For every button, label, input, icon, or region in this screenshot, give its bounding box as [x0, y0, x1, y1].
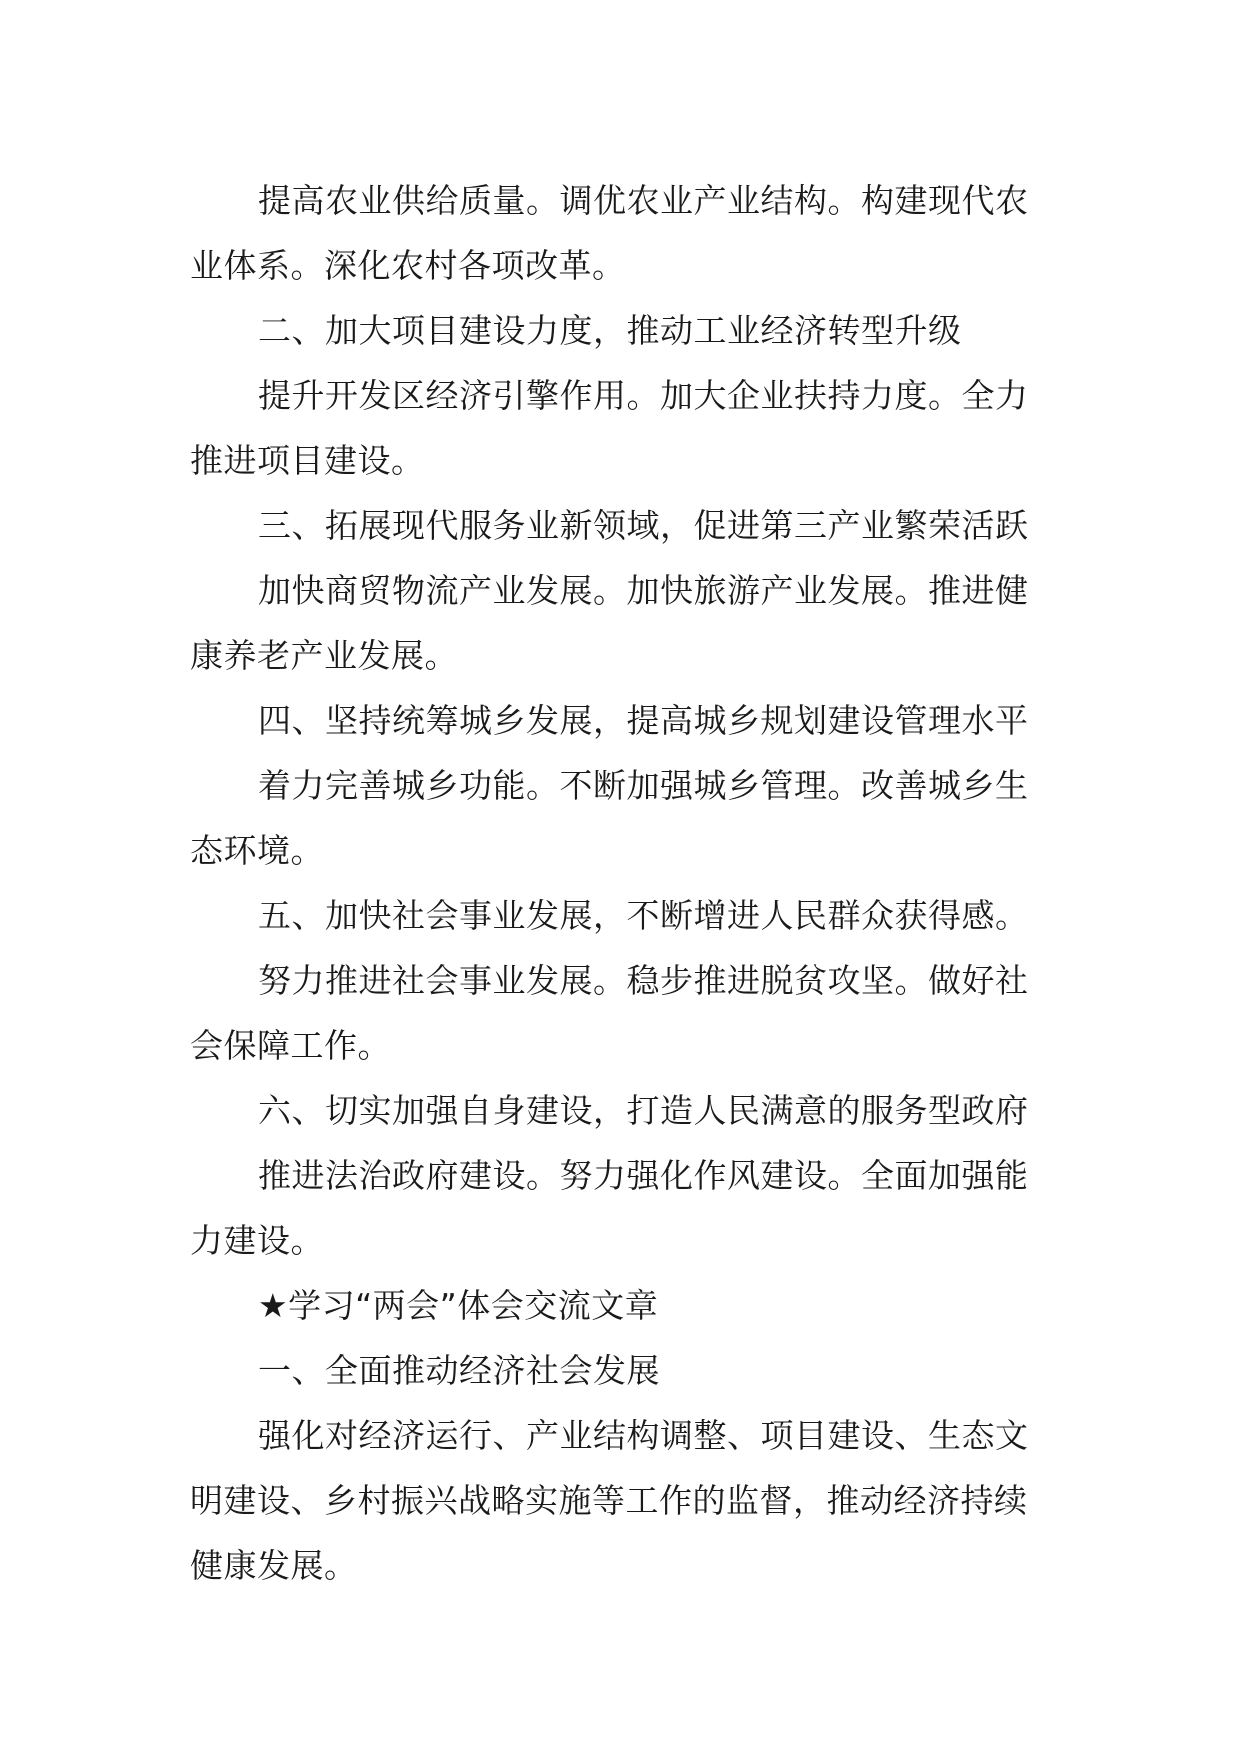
para-services-measures: 加快商贸物流产业发展。加快旅游产业发展。推进健康养老产业发展。	[190, 571, 1029, 675]
para-agriculture-measures: 提高农业供给质量。调优农业产业结构。构建现代农业体系。深化农村各项改革。	[190, 181, 1029, 285]
para-industry-measures: 提升开发区经济引擎作用。加大企业扶持力度。全力推进项目建设。	[190, 376, 1029, 480]
para-social-measures: 努力推进社会事业发展。稳步推进脱贫攻坚。做好社会保障工作。	[190, 961, 1029, 1065]
para-government-measures: 推进法治政府建设。努力强化作风建设。全面加强能力建设。	[190, 1156, 1029, 1260]
heading-section-3: 三、拓展现代服务业新领域，促进第三产业繁荣活跃	[258, 506, 1029, 545]
article-title: ★学习“两会”体会交流文章	[258, 1286, 659, 1325]
heading-part-1: 一、全面推动经济社会发展	[258, 1351, 660, 1390]
para-urban-rural-measures: 着力完善城乡功能。不断加强城乡管理。改善城乡生态环境。	[190, 766, 1029, 870]
heading-section-2: 二、加大项目建设力度，推动工业经济转型升级	[258, 311, 962, 350]
heading-section-6: 六、切实加强自身建设，打造人民满意的服务型政府	[258, 1091, 1029, 1130]
heading-section-4: 四、坚持统筹城乡发展，提高城乡规划建设管理水平	[258, 701, 1029, 740]
document-page	[190, 168, 1060, 1598]
heading-section-5: 五、加快社会事业发展，不断增进人民群众获得感。	[258, 896, 1029, 935]
para-supervision: 强化对经济运行、产业结构调整、项目建设、生态文明建设、乡村振兴战略实施等工作的监督，推动经济持续健康发展。	[190, 1416, 1029, 1585]
